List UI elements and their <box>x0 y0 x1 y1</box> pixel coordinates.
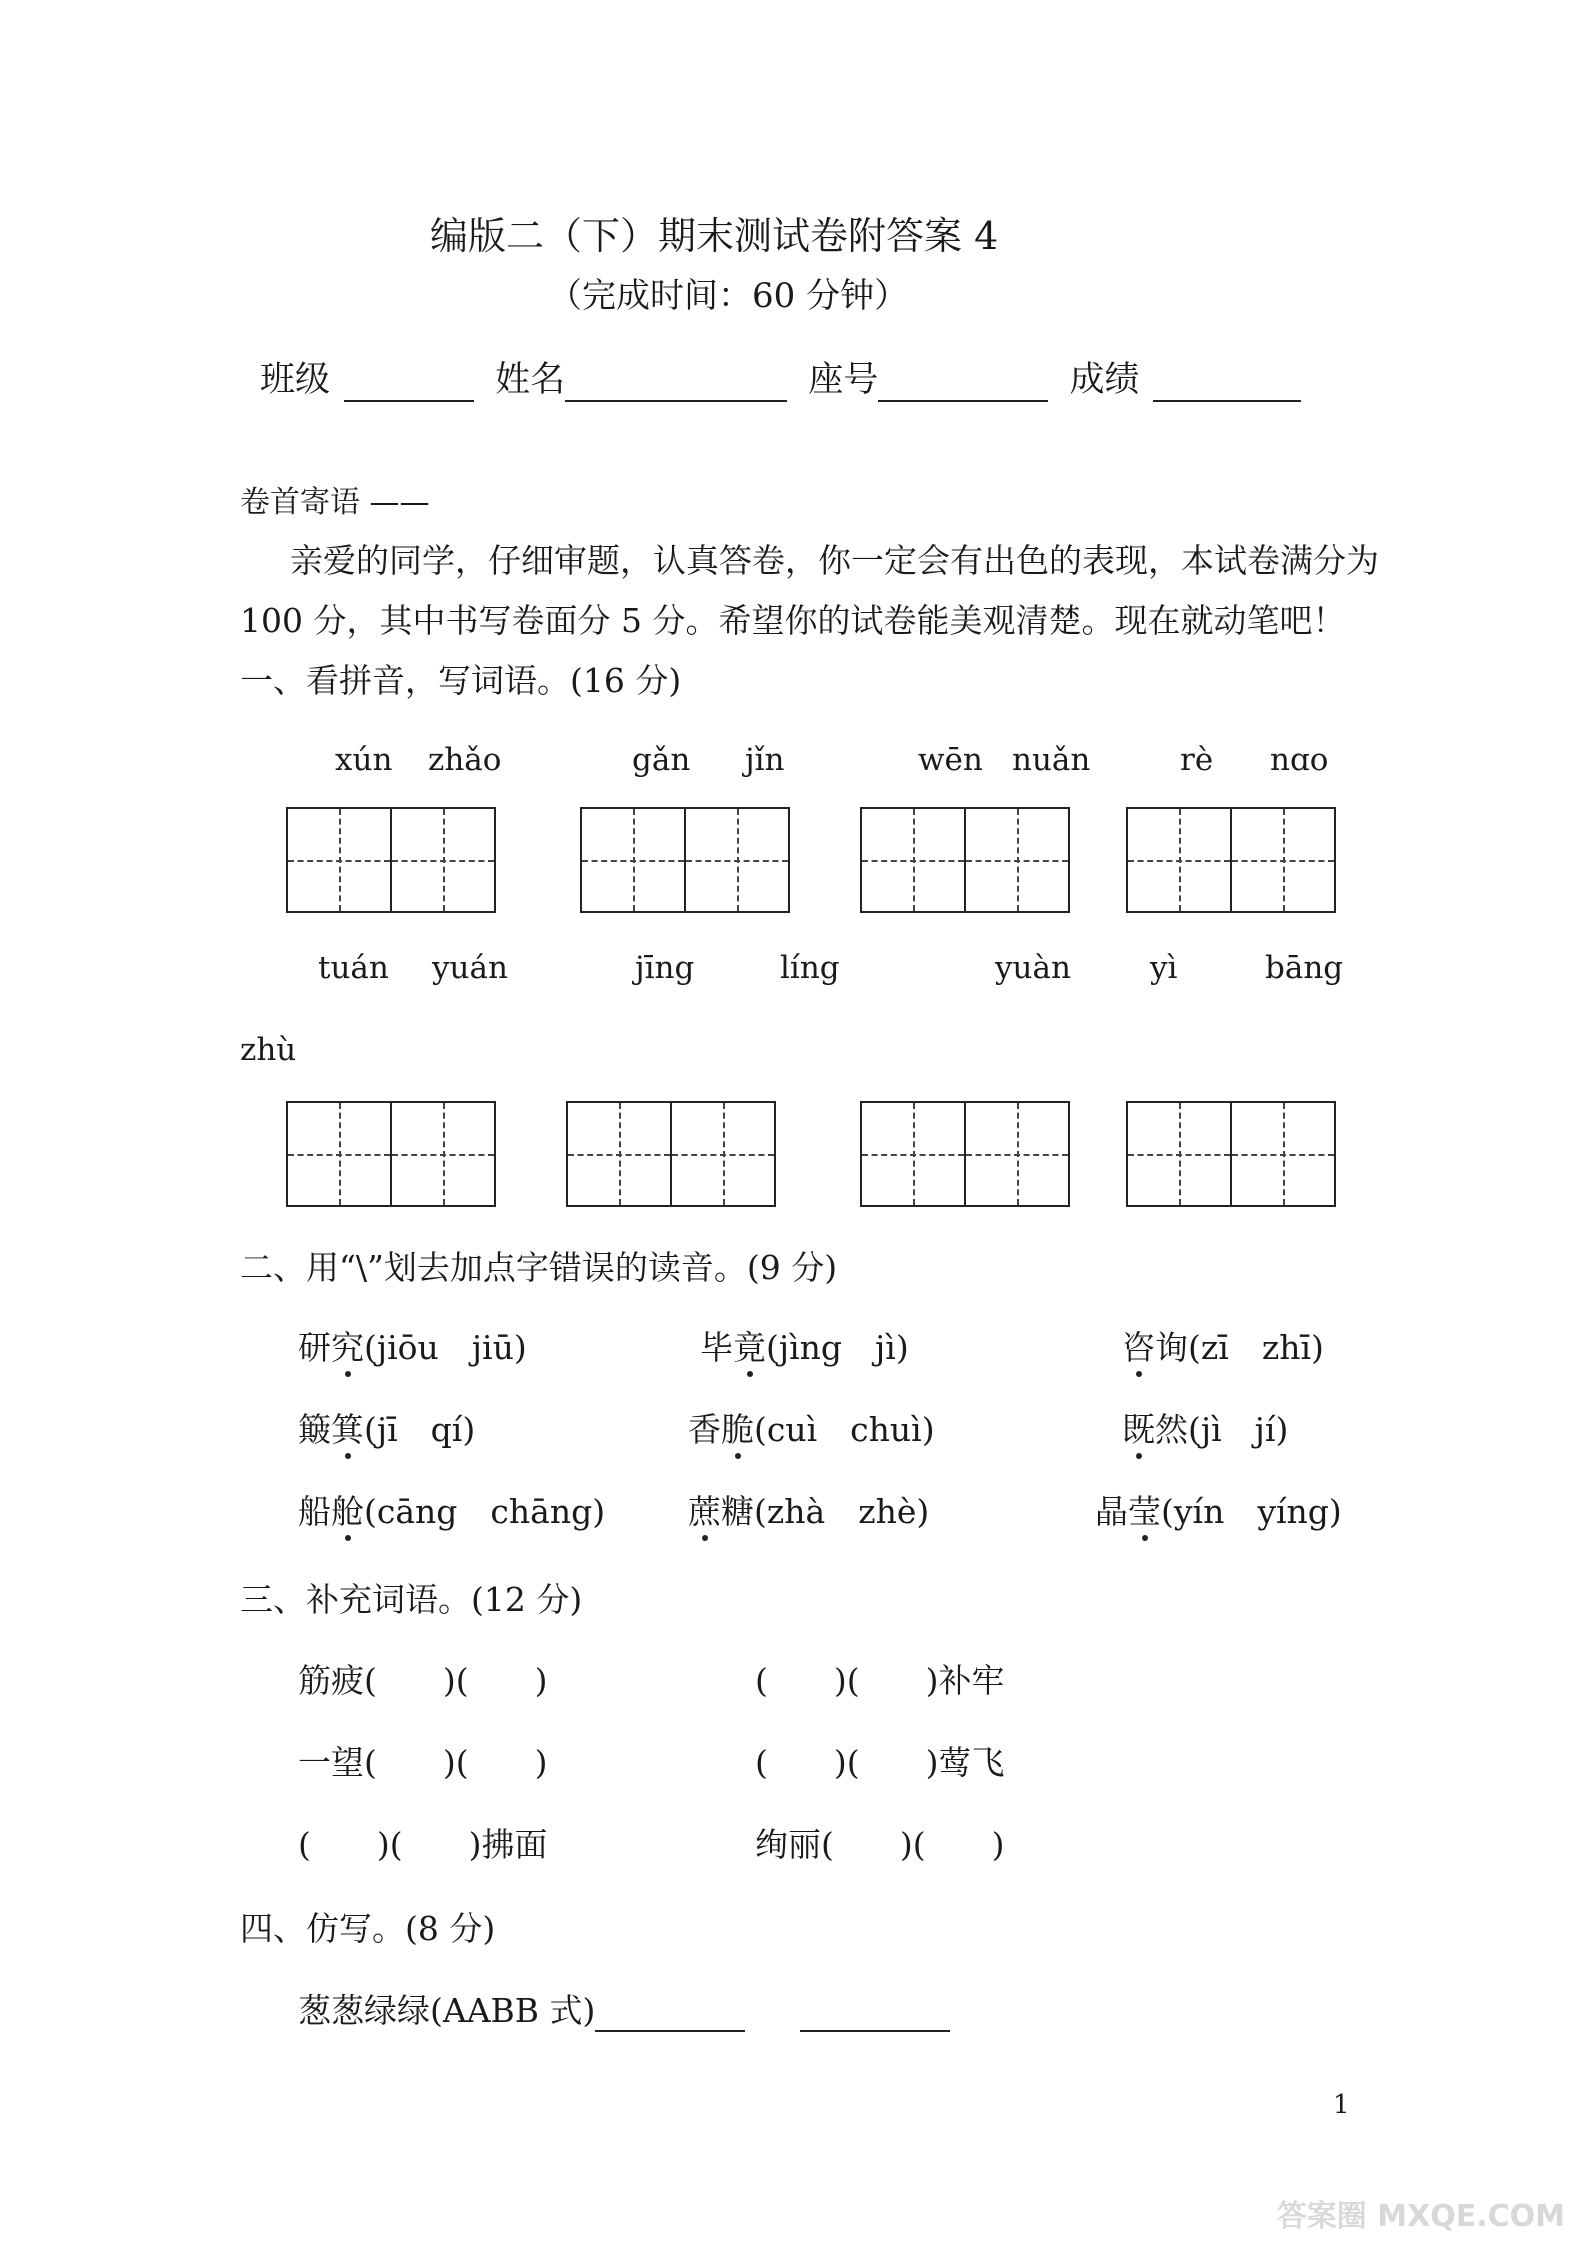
seat-field[interactable] <box>878 366 1048 402</box>
class-label: 班级 <box>260 360 331 400</box>
pinyin: yuàn <box>995 950 1071 986</box>
imitation-item[interactable] <box>298 1985 950 2032</box>
reading-item[interactable]: 蔗糖(zhà zhè) <box>688 1486 929 1533</box>
pinyin: nuǎn <box>1012 742 1091 778</box>
reading-item[interactable]: 既然(jì jí) <box>1122 1404 1288 1451</box>
pinyin: zhù <box>240 1032 297 1068</box>
idiom-item[interactable]: ( )( )拂面 <box>298 1825 548 1864</box>
reading-item[interactable]: 船舱(cāng chāng) <box>298 1486 605 1533</box>
reading-item[interactable]: 晶莹(yín yíng) <box>1095 1486 1342 1533</box>
dotted-char: 舱 <box>331 1486 364 1533</box>
reading-item[interactable]: 咨询(zī zhī) <box>1122 1322 1324 1369</box>
pinyin: tuán <box>318 950 389 986</box>
pinyin: yì <box>1150 950 1178 986</box>
section-1-heading: 一、看拼音，写词语。(16 分) <box>240 661 682 700</box>
student-info-row <box>260 352 1311 402</box>
pinyin: bāng <box>1265 950 1344 986</box>
score-field[interactable] <box>1153 366 1301 402</box>
intro-line-2: 100 分，其中书写卷面分 5 分。希望你的试卷能美观清楚。现在就动笔吧！ <box>240 601 1346 640</box>
dotted-char: 蔗 <box>688 1486 721 1533</box>
watermark: 答案圈 MXQE.COM <box>1276 2199 1565 2234</box>
imitation-prompt: 葱葱绿绿(AABB 式) <box>298 1991 596 2030</box>
dotted-char: 脆 <box>721 1404 754 1451</box>
idiom-item[interactable]: ( )( )补牢 <box>755 1661 1005 1700</box>
score-label: 成绩 <box>1069 360 1140 400</box>
page-title: 编版二（下）期末测试卷附答案 4 <box>430 214 999 258</box>
pinyin: nɑo <box>1270 742 1329 778</box>
seat-label: 座号 <box>808 360 879 400</box>
dotted-char: 咨 <box>1122 1322 1155 1369</box>
pinyin: xún <box>335 742 393 778</box>
tianzige-box[interactable] <box>1126 1101 1336 1207</box>
pinyin: jīng <box>635 950 695 986</box>
answer-blank[interactable] <box>800 2000 950 2032</box>
name-label: 姓名 <box>495 360 566 400</box>
reading-item[interactable]: 研究(jiōu jiū) <box>298 1322 527 1369</box>
reading-item[interactable]: 簸箕(jī qí) <box>298 1404 475 1451</box>
idiom-item[interactable]: 筋疲( )( ) <box>298 1661 548 1700</box>
answer-blank[interactable] <box>595 2000 745 2032</box>
dotted-char: 箕 <box>331 1404 364 1451</box>
name-field[interactable] <box>565 366 787 402</box>
pinyin: yuán <box>432 950 508 986</box>
section-2-heading: 二、用“\”划去加点字错误的读音。(9 分) <box>240 1248 838 1287</box>
pinyin: wēn <box>918 742 983 778</box>
idiom-item[interactable]: ( )( )莺飞 <box>755 1743 1005 1782</box>
tianzige-box[interactable] <box>286 807 496 913</box>
reading-item[interactable]: 香脆(cuì chuì) <box>688 1404 935 1451</box>
tianzige-box[interactable] <box>286 1101 496 1207</box>
idiom-item[interactable]: 一望( )( ) <box>298 1743 548 1782</box>
dotted-char: 莹 <box>1128 1486 1161 1533</box>
pinyin: gǎn <box>632 742 691 778</box>
class-field[interactable] <box>344 366 474 402</box>
intro-heading: 卷首寄语 —— <box>240 485 430 520</box>
pinyin: líng <box>780 950 840 986</box>
page-number: 1 <box>1333 2090 1350 2120</box>
tianzige-box[interactable] <box>1126 807 1336 913</box>
section-4-heading: 四、仿写。(8 分) <box>240 1909 496 1948</box>
idiom-item[interactable]: 绚丽( )( ) <box>755 1825 1005 1864</box>
dotted-char: 究 <box>331 1322 364 1369</box>
section-3-heading: 三、补充词语。(12 分) <box>240 1580 583 1619</box>
dotted-char: 竟 <box>733 1322 766 1369</box>
pinyin: jǐn <box>745 742 785 778</box>
tianzige-box[interactable] <box>566 1101 776 1207</box>
tianzige-box[interactable] <box>860 1101 1070 1207</box>
dotted-char: 既 <box>1122 1404 1155 1451</box>
reading-item[interactable]: 毕竟(jìng jì) <box>700 1322 909 1369</box>
tianzige-box[interactable] <box>580 807 790 913</box>
intro-line-1: 亲爱的同学，仔细审题，认真答卷，你一定会有出色的表现，本试卷满分为 <box>290 541 1379 580</box>
pinyin: rè <box>1180 742 1214 778</box>
pinyin: zhǎo <box>428 742 502 778</box>
tianzige-box[interactable] <box>860 807 1070 913</box>
page-subtitle: （完成时间：60 分钟） <box>548 276 909 316</box>
